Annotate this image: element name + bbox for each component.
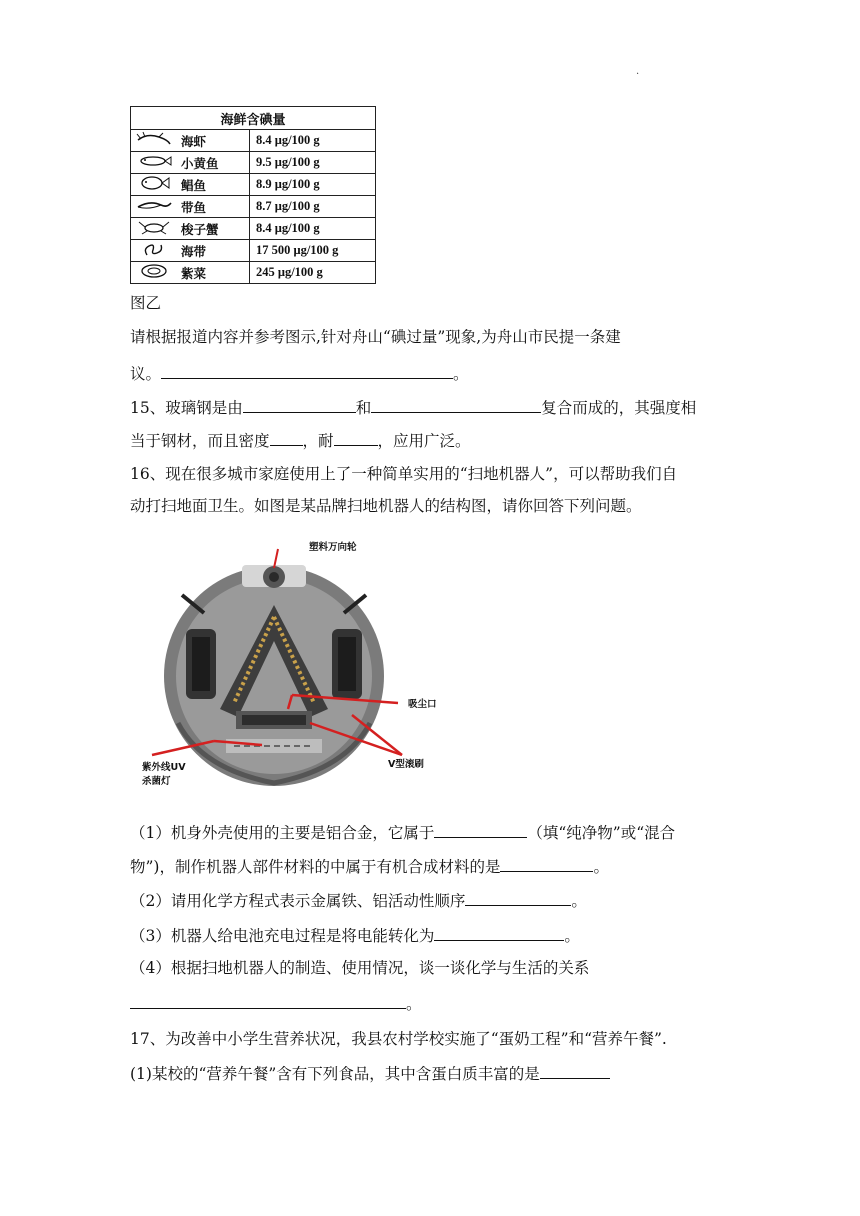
q16-line2: 动打扫地面卫生。如图是某品牌扫地机器人的结构图，请你回答下列问题。	[130, 497, 642, 515]
table-row: 海虾 8.4 μg/100 g	[131, 130, 376, 152]
hairtail-icon	[131, 196, 178, 218]
answer-blank[interactable]	[270, 429, 303, 446]
label-uv-lamp-1: 紫外线UV	[142, 762, 186, 773]
answer-blank[interactable]	[540, 1062, 610, 1079]
answer-blank[interactable]	[371, 396, 541, 413]
q16-sub1-line2: 物”)，制作机器人部件材料的中属于有机合成材料的是 。	[130, 855, 609, 877]
figure-caption: 图乙	[130, 294, 162, 312]
table-row: 小黄鱼 9.5 μg/100 g	[131, 152, 376, 174]
answer-blank[interactable]	[130, 992, 406, 1009]
answer-blank[interactable]	[161, 362, 453, 379]
table-row: 鲳鱼 8.9 μg/100 g	[131, 174, 376, 196]
q16-sub4-line2: 。	[130, 992, 422, 1014]
q14-suggestion-line2: 议。 。	[130, 362, 469, 384]
q14-suggestion-line1: 请根据报道内容并参考图示,针对舟山“碘过量”现象,为舟山市民提一条建	[130, 328, 621, 346]
answer-blank[interactable]	[465, 889, 571, 906]
label-v-brush: V型滚刷	[388, 759, 424, 770]
table-row: 海带 17 500 μg/100 g	[131, 240, 376, 262]
answer-blank[interactable]	[243, 396, 356, 413]
label-uv-lamp-2: 杀菌灯	[142, 776, 171, 787]
table-row: 紫菜 245 μg/100 g	[131, 262, 376, 284]
shrimp-icon	[131, 130, 178, 152]
q16-sub4-line1: （4）根据扫地机器人的制造、使用情况，谈一谈化学与生活的关系	[130, 959, 590, 977]
q16-sub3: （3）机器人给电池充电过程是将电能转化为 。	[130, 924, 580, 946]
laver-icon	[131, 262, 178, 284]
table-title: 海鲜含碘量	[131, 107, 376, 130]
q16-sub2: （2）请用化学方程式表示金属铁、铝活动性顺序 。	[130, 889, 587, 911]
q17-line2: (1)某校的“营养午餐”含有下列食品，其中含蛋白质丰富的是	[130, 1062, 610, 1084]
crab-icon	[131, 218, 178, 240]
answer-blank[interactable]	[334, 429, 378, 446]
table-row: 梭子蟹 8.4 μg/100 g	[131, 218, 376, 240]
q16-line1: 16、现在很多城市家庭使用上了一种简单实用的“扫地机器人”，可以帮助我们自	[130, 465, 678, 483]
table-row: 带鱼 8.7 μg/100 g	[131, 196, 376, 218]
answer-blank[interactable]	[500, 855, 593, 872]
robot-vacuum-figure	[142, 533, 472, 793]
q15-line1: 15、玻璃钢是由 和 复合而成的，其强度相	[130, 396, 696, 418]
pomfret-icon	[131, 174, 178, 196]
kelp-icon	[131, 240, 178, 262]
page-dot: .	[636, 66, 640, 77]
q16-sub1-line1: （1）机身外壳使用的主要是铝合金，它属于 （填“纯净物”或“混合	[130, 821, 675, 843]
answer-blank[interactable]	[434, 821, 527, 838]
answer-blank[interactable]	[434, 924, 564, 941]
seafood-iodine-table	[130, 106, 376, 284]
q17-line1: 17、为改善中小学生营养状况，我县农村学校实施了“蛋奶工程”和“营养午餐”.	[130, 1030, 667, 1048]
croaker-icon	[131, 152, 178, 174]
label-suction-port: 吸尘口	[408, 699, 437, 710]
label-caster-wheel: 塑料万向轮	[309, 542, 357, 553]
q15-line2: 当于钢材，而且密度 ，耐 ，应用广泛。	[130, 429, 471, 451]
